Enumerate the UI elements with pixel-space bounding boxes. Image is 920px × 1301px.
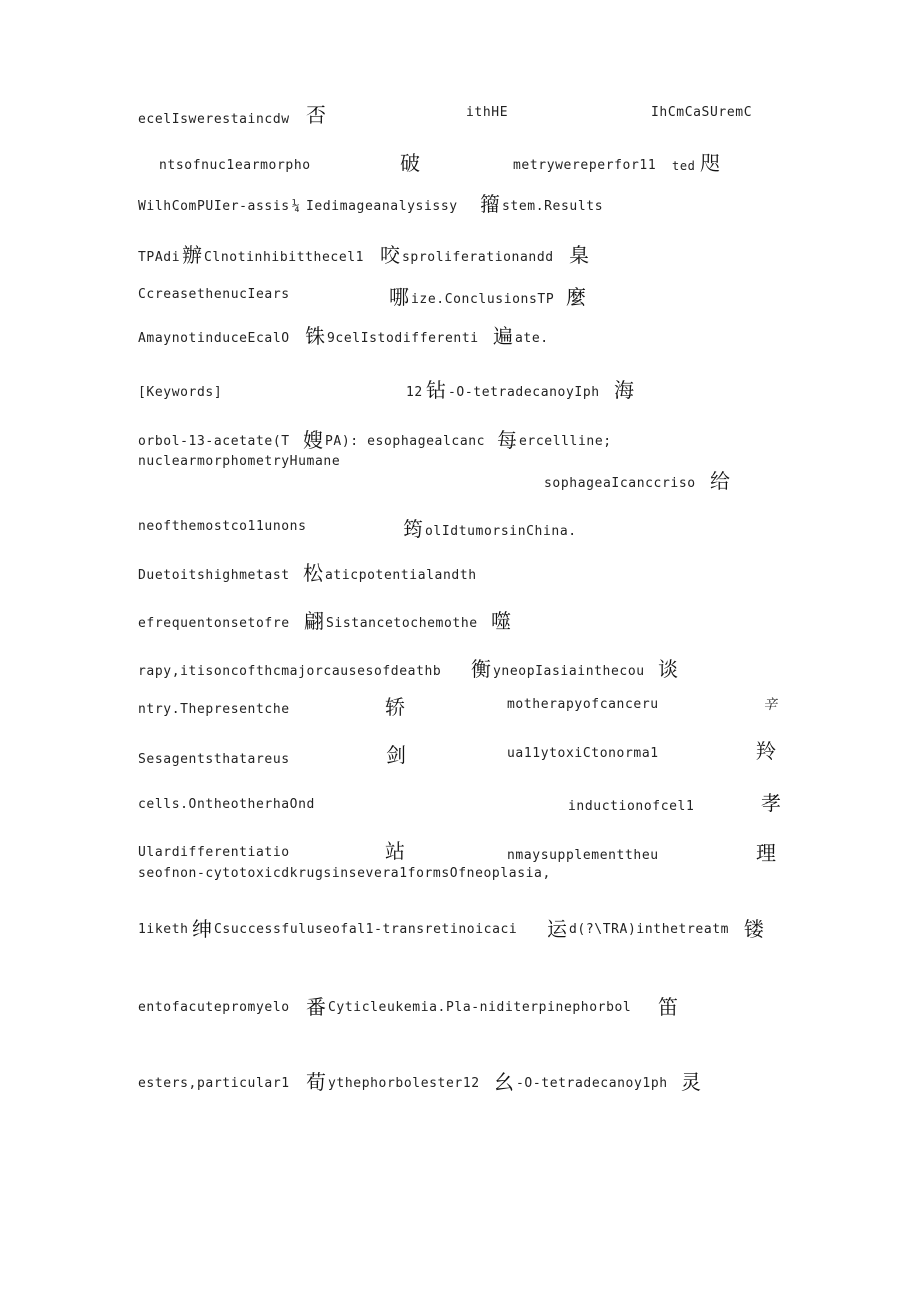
ocr-glyph: 运 [547, 917, 567, 941]
text-fragment: stem.Results [502, 199, 604, 214]
text-fragment: entofacutepromyelo [138, 1000, 290, 1015]
text-fragment: nmaysupplementtheu [507, 848, 659, 863]
text-fragment: ithHE [466, 105, 509, 120]
text-fragment: Iedimageanalysissy [306, 199, 458, 214]
text-fragment: esters,particular1 [138, 1076, 290, 1091]
text-fragment: efrequentonsetofre [138, 616, 290, 631]
text-fragment: seofnon-cytotoxicdkrugsinsevera1formsOfneoplasia, [138, 866, 551, 881]
text-fragment: sophageaIcanccriso [544, 476, 696, 491]
ocr-glyph: 笛 [658, 995, 678, 1019]
text-fragment: sproliferationandd [402, 250, 554, 265]
text-fragment: TPAdi [138, 250, 181, 265]
ocr-glyph: 孝 [761, 791, 781, 815]
ocr-glyph: 海 [614, 378, 634, 402]
ocr-glyph: 每 [497, 428, 517, 452]
text-fragment: orbol-13-acetate(T [138, 434, 290, 449]
text-fragment: rapy,itisoncofthcmajorcausesofdeathb [138, 664, 442, 679]
ocr-glyph: 绅 [192, 917, 212, 941]
text-fragment: 12 [406, 385, 423, 400]
text-fragment: [Keywords] [138, 385, 223, 400]
ocr-glyph: 钻 [426, 378, 446, 402]
ocr-glyph: 站 [385, 839, 405, 863]
text-fragment: Cyticleukemia.Pla-niditerpinephorbol [328, 1000, 632, 1015]
text-fragment: 辛 [763, 697, 778, 713]
ocr-glyph: 辦 [182, 243, 202, 267]
text-fragment: cells.OntheotherhaOnd [138, 797, 315, 812]
text-fragment: Clnotinhibitthecel1 [204, 250, 365, 265]
ocr-glyph: 剑 [386, 743, 406, 767]
text-fragment: ua11ytoxiCtonorma1 [507, 746, 659, 761]
text-fragment: ted [672, 159, 696, 173]
ocr-glyph: 籀 [480, 192, 500, 216]
ocr-glyph: 松 [303, 561, 323, 585]
ocr-glyph: 衡 [471, 657, 491, 681]
text-fragment: ecelIswerestaincdw [138, 112, 290, 127]
text-fragment: olIdtumorsinChina. [425, 524, 577, 539]
ocr-glyph: 咫 [700, 151, 720, 175]
text-fragment: Sesagentsthatareus [138, 752, 290, 767]
text-fragment: Duetoitshighmetast [138, 568, 290, 583]
ocr-glyph: 灵 [681, 1070, 701, 1094]
text-fragment: IhCmCaSUremC [651, 105, 753, 120]
ocr-glyph: 荀 [306, 1070, 326, 1094]
ocr-glyph: 破 [400, 151, 420, 175]
ocr-glyph: 铢 [305, 324, 325, 348]
text-fragment: AmaynotinduceEcalO [138, 331, 290, 346]
text-fragment: ntry.Thepresentche [138, 702, 290, 717]
text-fragment: ercellline; [519, 434, 612, 449]
text-fragment: neofthemostco11unons [138, 519, 307, 534]
ocr-glyph: 羚 [756, 739, 776, 763]
text-fragment: nuclearmorphometryHumane [138, 454, 341, 469]
text-fragment: ize.ConclusionsTP [411, 292, 555, 307]
text-fragment: PA): esophagealcanc [325, 434, 486, 449]
ocr-glyph: 谈 [658, 657, 678, 681]
text-fragment: -O-tetradecanoy1ph [516, 1076, 668, 1091]
ocr-glyph: 给 [710, 469, 730, 493]
text-fragment: ythephorbolester12 [328, 1076, 480, 1091]
text-fragment: inductionofcel1 [568, 799, 695, 814]
text-fragment: ¼ [292, 199, 301, 214]
text-fragment: 1iketh [138, 922, 189, 937]
text-fragment: CcreasethenucIears [138, 287, 290, 302]
ocr-glyph: 幺 [494, 1070, 514, 1094]
text-fragment: ate. [515, 331, 549, 346]
text-fragment: WilhComPUIer-assis [138, 199, 290, 214]
ocr-glyph: 臬 [569, 243, 589, 267]
ocr-glyph: 翩 [304, 609, 324, 633]
ocr-glyph: 遍 [493, 324, 513, 348]
text-fragment: ntsofnuc1earmorpho [159, 158, 311, 173]
ocr-glyph: 理 [756, 841, 776, 865]
text-fragment: Ulardifferentiatio [138, 845, 290, 860]
ocr-glyph: 否 [306, 103, 326, 127]
ocr-glyph: 轿 [385, 695, 405, 719]
ocr-glyph: 筠 [403, 517, 423, 541]
text-fragment: aticpotentialandth [325, 568, 477, 583]
text-fragment: Sistancetochemothe [326, 616, 478, 631]
ocr-glyph: 镂 [744, 917, 764, 941]
text-fragment: -O-tetradecanoyIph [448, 385, 600, 400]
ocr-glyph: 嫂 [303, 428, 323, 452]
ocr-glyph: 麼 [566, 285, 586, 309]
text-fragment: Csuccessfuluseofal1-transretinoicaci [214, 922, 518, 937]
ocr-glyph: 番 [306, 995, 326, 1019]
text-fragment: metrywereperfor11 [513, 158, 657, 173]
text-fragment: 9celIstodifferenti [327, 331, 479, 346]
ocr-glyph: 咬 [380, 243, 400, 267]
ocr-glyph: 噬 [491, 609, 511, 633]
text-fragment: yneopIasiainthecou [493, 664, 645, 679]
text-fragment: motherapyofcanceru [507, 697, 659, 712]
text-fragment: d(?\TRA)inthetreatm [569, 922, 730, 937]
ocr-glyph: 哪 [389, 285, 409, 309]
